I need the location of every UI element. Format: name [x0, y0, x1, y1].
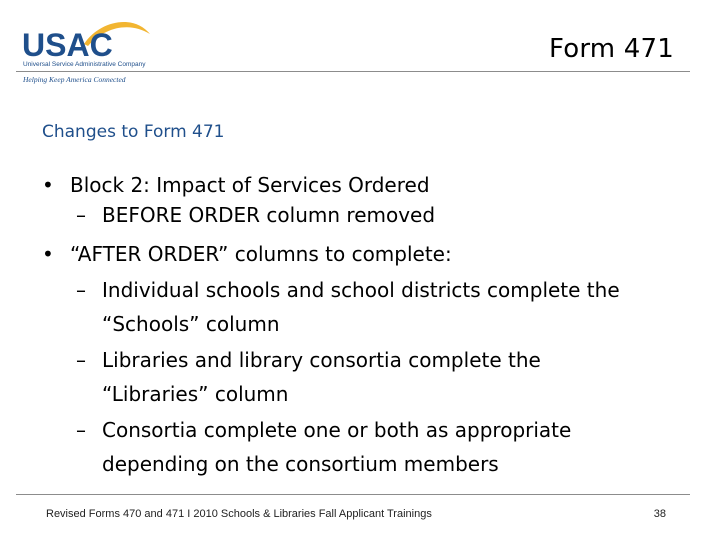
- sub-bullet-dash-icon: –: [76, 278, 86, 302]
- section-heading: Changes to Form 471: [42, 122, 225, 142]
- logo-tagline: Helping Keep America Connected: [23, 75, 126, 84]
- sub-bullet-text: BEFORE ORDER column removed: [102, 203, 436, 227]
- sub-bullet-text: “Libraries” column: [102, 382, 289, 406]
- bullet-dot-icon: •: [42, 173, 54, 197]
- sub-bullet-text: depending on the consortium members: [102, 452, 499, 476]
- slide-title: Form 471: [549, 34, 674, 64]
- title-divider: [16, 71, 690, 72]
- sub-bullet-text: Libraries and library consortia complete the: [102, 348, 541, 372]
- footer-divider: [16, 494, 690, 495]
- footer-text: Revised Forms 470 and 471 I 2010 Schools & Libraries Fall Applicant Trainings: [46, 508, 432, 520]
- bullet-dot-icon: •: [42, 242, 54, 266]
- sub-bullet-text: Consortia complete one or both as appropriate: [102, 418, 572, 442]
- sub-bullet-text: Individual schools and school districts complete the: [102, 278, 620, 302]
- bullet-text: Block 2: Impact of Services Ordered: [70, 173, 430, 197]
- sub-bullet-text: “Schools” column: [102, 312, 280, 336]
- sub-bullet-dash-icon: –: [76, 348, 86, 372]
- usac-logo: [22, 18, 182, 86]
- sub-bullet-dash-icon: –: [76, 418, 86, 442]
- page-number: 38: [653, 508, 666, 520]
- logo-wordmark: USAC: [22, 27, 113, 63]
- sub-bullet-dash-icon: –: [76, 203, 86, 227]
- bullet-text: “AFTER ORDER” columns to complete:: [70, 242, 452, 266]
- logo-subtitle: Universal Service Administrative Company: [23, 61, 146, 68]
